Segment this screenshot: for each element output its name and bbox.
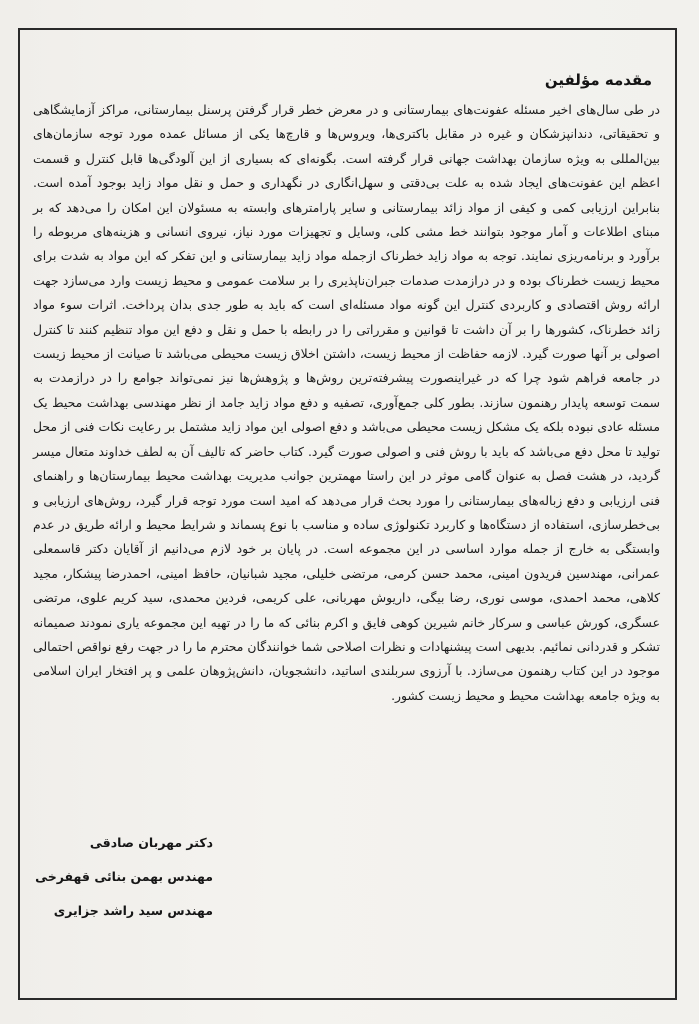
preface-body	[33, 98, 660, 708]
preface-paragraph: در طی سال‌های اخیر مسئله عفونت‌های بیمارستانی و در معرض خطر قرار گرفتن پرسنل بیمارستانی، مراکز آزمایشگاهی و تحقیقاتی، دندانپزشکان و غیره در مقابل باکتری‌ها، ویروس‌ها و قارچ‌ها یکی از مسائل عمده مورد توجه سازمان‌های بین‌المللی به ویژه سازمان بهداشت جهانی قرار گرفته است. بگونه‌ای که بسیاری از این آلودگی‌ها قابل کنترل و قسمت اعظم این عفونت‌های ایجاد شده به علت بی‌دقتی و سهل‌انگاری در نگهداری و حمل و نقل مواد زاید بوجود آمده است. بنابراین ارزیابی کمی و کیفی از مواد زائد بیمارستانی و سایر پارامترهای وابسته به مسئولان این امکان را می‌دهد که بر مبنای اطلاعات و آمار موجود بتوانند خط مشی کلی، وسایل و تجهیزات مورد نیاز، نیروی انسانی و هزینه‌های مربوطه را برآورد و برنامه‌ریزی نمایند. توجه به مواد زاید خطرناک ازجمله مواد زاید بیمارستانی و این تفکر که این مواد به شدت برای محیط زیست خطرناک بوده و در درازمدت صدمات جبران‌ناپذیری را بر سلامت عمومی و محیط زیست وارد می‌سازد جهت ارائه روش اقتصادی و کاربردی کنترل این گونه مواد مسئله‌ای است که باید به طور جدی بدان پرداخت. اثرات سوء مواد زائد خطرناک، کشورها را بر آن داشت تا قوانین و مقرراتی را در رابطه با حمل و نقل و دفع این مواد تنظیم کنند تا کنترل اصولی بر آنها صورت گیرد. لازمه حفاظت از محیط زیست، داشتن اخلاق زیست محیطی می‌باشد تا صیانت از محیط زیست در جامعه فراهم شود چرا که در غیراینصورت پیشرفته‌ترین روش‌ها و پژوهش‌ها نیز نمی‌تواند جوامع را در درازمدت به سمت توسعه پایدار رهنمون سازند. بطور کلی جمع‌آوری، تصفیه و دفع مواد زاید جامد از نظر مهندسی بهداشت محیط یک مسئله عادی نبوده بلکه یک مشکل زیست محیطی می‌باشد و دفع اصولی این مواد زاید مشتمل بر رعایت نکات فنی از محل تولید تا محل دفع می‌باشد که باید با روش فنی و اصولی صورت گیرد. کتاب حاضر که تالیف آن به لطف خداوند متعال میسر گردید، در هشت فصل به عنوان گامی موثر در این راستا مهمترین جوانب مدیریت بهداشت محیط بیمارستان‌ها و راهنمای فنی ارزیابی و دفع زباله‌های بیمارستانی را مورد بحث قرار می‌دهد که امید است مورد توجه قرار گیرد، روش‌های ارزیابی و بی‌خطرسازی، استفاده از دستگاه‌ها و کاربرد تکنولوژی ساده و مناسب با نوع پسماند و شرایط محیط و ارائه طریق در عدم وابستگی به خارج از جمله موارد اساسی در این مجموعه است. در پایان بر خود لازم می‌دانیم از آقایان دکتر قاسمعلی عمرانی، مهندسین فریدون امینی، محمد حسن کرمی، مرتضی خلیلی، مجید شبانیان، حافظ امینی، احمدرضا پیشکار، مجید کلاهی، محمد احمدی، موسی نوری، رضا بیگی، داریوش مهربانی، علی کریمی، فردین محمدی، سید کریم علوی، مرتضی عسگری، کورش عباسی و سرکار خانم شیرین کوهی فایق و اکرم بنائی که ما را در تهیه این مجموعه یاری نمودند صمیمانه تشکر و قدردانی نمائیم. بدیهی است پیشنهادات و نظرات اصلاحی شما خوانندگان محترم ما را در جهت رفع نواقص احتمالی موجود در این کتاب رهنمون می‌سازد. با آرزوی سربلندی اساتید، دانشجویان، دانش‌پژوهان علمی و پر افتخار ایران اسلامی به ویژه جامعه بهداشت محیط و محیط زیست کشور.	[33, 102, 660, 703]
page-title: مقدمه مؤلفین	[544, 71, 652, 89]
author-name: مهندس بهمن بنائی قهفرخی	[35, 869, 213, 884]
author-name: مهندس سید راشد جزایری	[53, 903, 213, 918]
author-signatures	[13, 826, 213, 928]
author-name: دکتر مهربان صادقی	[89, 835, 213, 850]
